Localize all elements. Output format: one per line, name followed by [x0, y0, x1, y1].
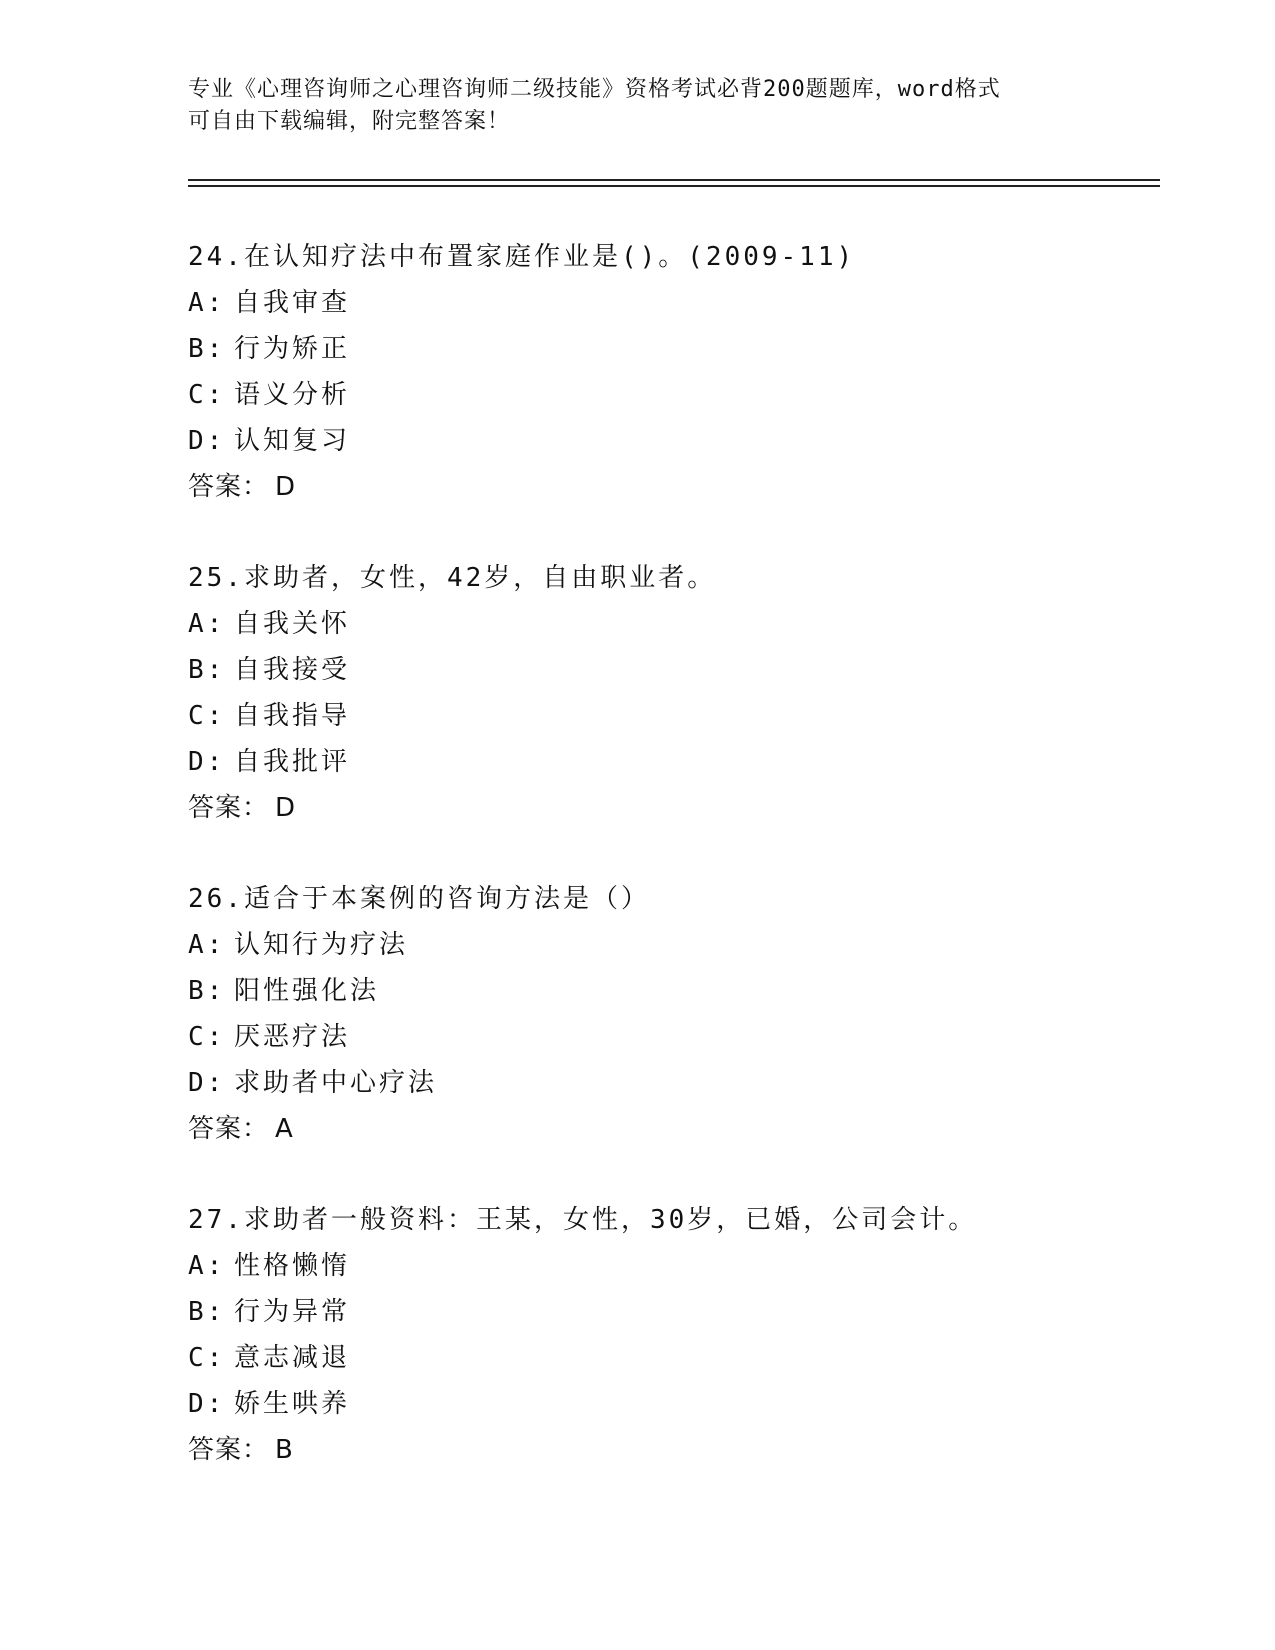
option-text: 厌恶疗法 [234, 1022, 351, 1052]
question-stem: 26.适合于本案例的咨询方法是（） [188, 884, 650, 914]
answer-value: B [275, 1435, 294, 1465]
option-text: 自我关怀 [234, 609, 351, 639]
header-divider-top [188, 179, 1160, 181]
option-letter: A: [188, 930, 226, 960]
option-text: 求助者中心疗法 [234, 1068, 438, 1098]
option-letter: C: [188, 1022, 226, 1052]
option-text: 行为矫正 [234, 334, 351, 364]
question-24 [188, 234, 1168, 510]
option-letter: D: [188, 1389, 226, 1419]
question-stem: 25.求助者，女性，42岁，自由职业者。 [188, 563, 717, 593]
answer-line [188, 464, 1168, 510]
option-letter: A: [188, 609, 226, 639]
option-text: 自我接受 [234, 655, 351, 685]
option-d [188, 418, 1168, 464]
answer-line [188, 785, 1168, 831]
option-letter: B: [188, 334, 226, 364]
document-header [188, 74, 1088, 138]
option-text: 自我批评 [234, 747, 351, 777]
option-text: 意志减退 [234, 1343, 351, 1373]
answer-label: 答案： [188, 1114, 270, 1144]
option-text: 自我审查 [234, 288, 351, 318]
option-letter: D: [188, 426, 226, 456]
option-text: 行为异常 [234, 1297, 351, 1327]
option-letter: B: [188, 1297, 226, 1327]
option-letter: B: [188, 655, 226, 685]
header-line-2: 可自由下载编辑，附完整答案！ [188, 109, 511, 134]
option-a [188, 1243, 1168, 1289]
option-letter: B: [188, 976, 226, 1006]
option-b [188, 1289, 1168, 1335]
option-a [188, 922, 1168, 968]
option-d [188, 1381, 1168, 1427]
option-d [188, 1060, 1168, 1106]
answer-label: 答案： [188, 472, 270, 502]
answer-value: D [275, 793, 297, 823]
header-line-1: 专业《心理咨询师之心理咨询师二级技能》资格考试必背200题题库，word格式 [188, 77, 1001, 102]
answer-value: A [275, 1114, 294, 1144]
option-c [188, 693, 1168, 739]
option-letter: D: [188, 1068, 226, 1098]
option-letter: C: [188, 1343, 226, 1373]
question-stem: 24.在认知疗法中布置家庭作业是()。(2009-11) [188, 242, 856, 272]
answer-value: D [275, 472, 297, 502]
answer-label: 答案： [188, 793, 270, 823]
answer-line [188, 1106, 1168, 1152]
answer-line [188, 1427, 1168, 1473]
option-text: 认知复习 [234, 426, 351, 456]
option-letter: C: [188, 380, 226, 410]
question-stem: 27.求助者一般资料：王某，女性，30岁，已婚，公司会计。 [188, 1205, 978, 1235]
option-b [188, 326, 1168, 372]
option-letter: D: [188, 747, 226, 777]
question-27 [188, 1197, 1168, 1473]
option-b [188, 968, 1168, 1014]
option-c [188, 1335, 1168, 1381]
option-b [188, 647, 1168, 693]
answer-label: 答案： [188, 1435, 270, 1465]
option-letter: C: [188, 701, 226, 731]
question-26 [188, 876, 1168, 1152]
option-text: 自我指导 [234, 701, 351, 731]
option-text: 语义分析 [234, 380, 351, 410]
question-25 [188, 555, 1168, 831]
option-c [188, 372, 1168, 418]
option-text: 性格懒惰 [234, 1251, 351, 1281]
option-a [188, 601, 1168, 647]
option-text: 娇生哄养 [234, 1389, 351, 1419]
option-letter: A: [188, 288, 226, 318]
option-text: 阳性强化法 [234, 976, 380, 1006]
header-divider-bottom [188, 185, 1160, 187]
option-c [188, 1014, 1168, 1060]
option-d [188, 739, 1168, 785]
option-letter: A: [188, 1251, 226, 1281]
option-text: 认知行为疗法 [234, 930, 409, 960]
option-a [188, 280, 1168, 326]
